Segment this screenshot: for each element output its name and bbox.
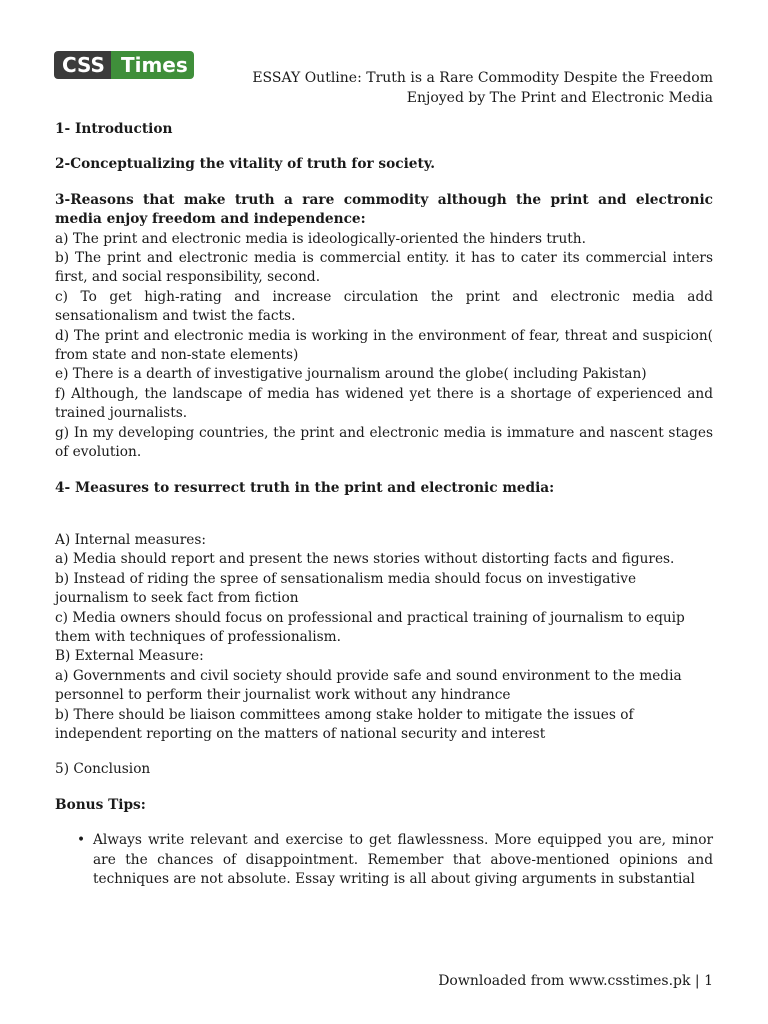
heading-reasons: 3-Reasons that make truth a rare commodity although the print and electronic media enjoy freedom and independence:: [55, 191, 713, 228]
heading-external-measure: B) External Measure:: [55, 648, 204, 665]
title-line-2: Enjoyed by The Print and Electronic Media: [406, 90, 713, 106]
logo-times: Times: [111, 51, 194, 79]
title-line-1: ESSAY Outline: Truth is a Rare Commodity Despite the Freedom: [252, 70, 713, 86]
reason-a: a) The print and electronic media is ideologically-oriented the hinders truth.: [55, 230, 586, 247]
reason-e: e) There is a dearth of investigative journalism around the globe( including Pakistan): [55, 366, 647, 383]
internal-c: c) Media owners should focus on professional and practical training of journalism to equip them with techniques of professionalism.: [55, 609, 685, 645]
external-a: a) Governments and civil society should provide safe and sound environment to the media personnel to perform their journalist work without any hindrance: [55, 667, 682, 704]
reason-f: f) Although, the landscape of media has widened yet there is a shortage of experienced and trained journalists.: [55, 385, 713, 422]
internal-a: a) Media should report and present the news stories without distorting facts and figures.: [55, 551, 675, 568]
document-title: [230, 68, 713, 108]
bonus-tip-item: [77, 831, 713, 889]
reason-g: g) In my developing countries, the print and electronic media is immature and nascent stages of evolution.: [55, 424, 713, 461]
heading-introduction: 1- Introduction: [55, 121, 173, 137]
external-b: b) There should be liaison committees among stake holder to mitigate the issues of independent reporting on the matters of national security and interest: [55, 706, 634, 742]
heading-conceptualizing: 2-Conceptualizing the vitality of truth for society.: [55, 156, 435, 173]
bullet-icon: •: [77, 832, 86, 849]
bonus-tip-text: Always write relevant and exercise to get flawlessness. More equipped you are, minor are the chances of disappointment. Remember that above-mentioned opinions and techniques are not absolute. Essay writing is all about giving arguments in substantial: [93, 832, 713, 887]
csstimes-logo: [54, 51, 194, 79]
internal-b: b) Instead of riding the spree of sensationalism media should focus on investigative journalism to seek fact from fiction: [55, 570, 637, 607]
heading-measures: 4- Measures to resurrect truth in the print and electronic media:: [55, 479, 555, 496]
heading-internal-measures: A) Internal measures:: [55, 531, 207, 548]
heading-bonus-tips: Bonus Tips:: [55, 796, 146, 813]
reason-b: b) The print and electronic media is commercial entity. it has to cater its commercial inters first, and social responsibility, second.: [55, 250, 713, 286]
reason-d: d) The print and electronic media is working in the environment of fear, threat and suspicion( from state and non-state elements): [55, 327, 713, 364]
logo-css: CSS: [54, 51, 111, 79]
reason-c: c) To get high-rating and increase circulation the print and electronic media add sensationalism and twist the facts.: [55, 288, 713, 325]
footer: Downloaded from www.csstimes.pk | 1: [438, 973, 713, 989]
heading-conclusion: 5) Conclusion: [55, 761, 151, 778]
document-body: [55, 120, 713, 889]
